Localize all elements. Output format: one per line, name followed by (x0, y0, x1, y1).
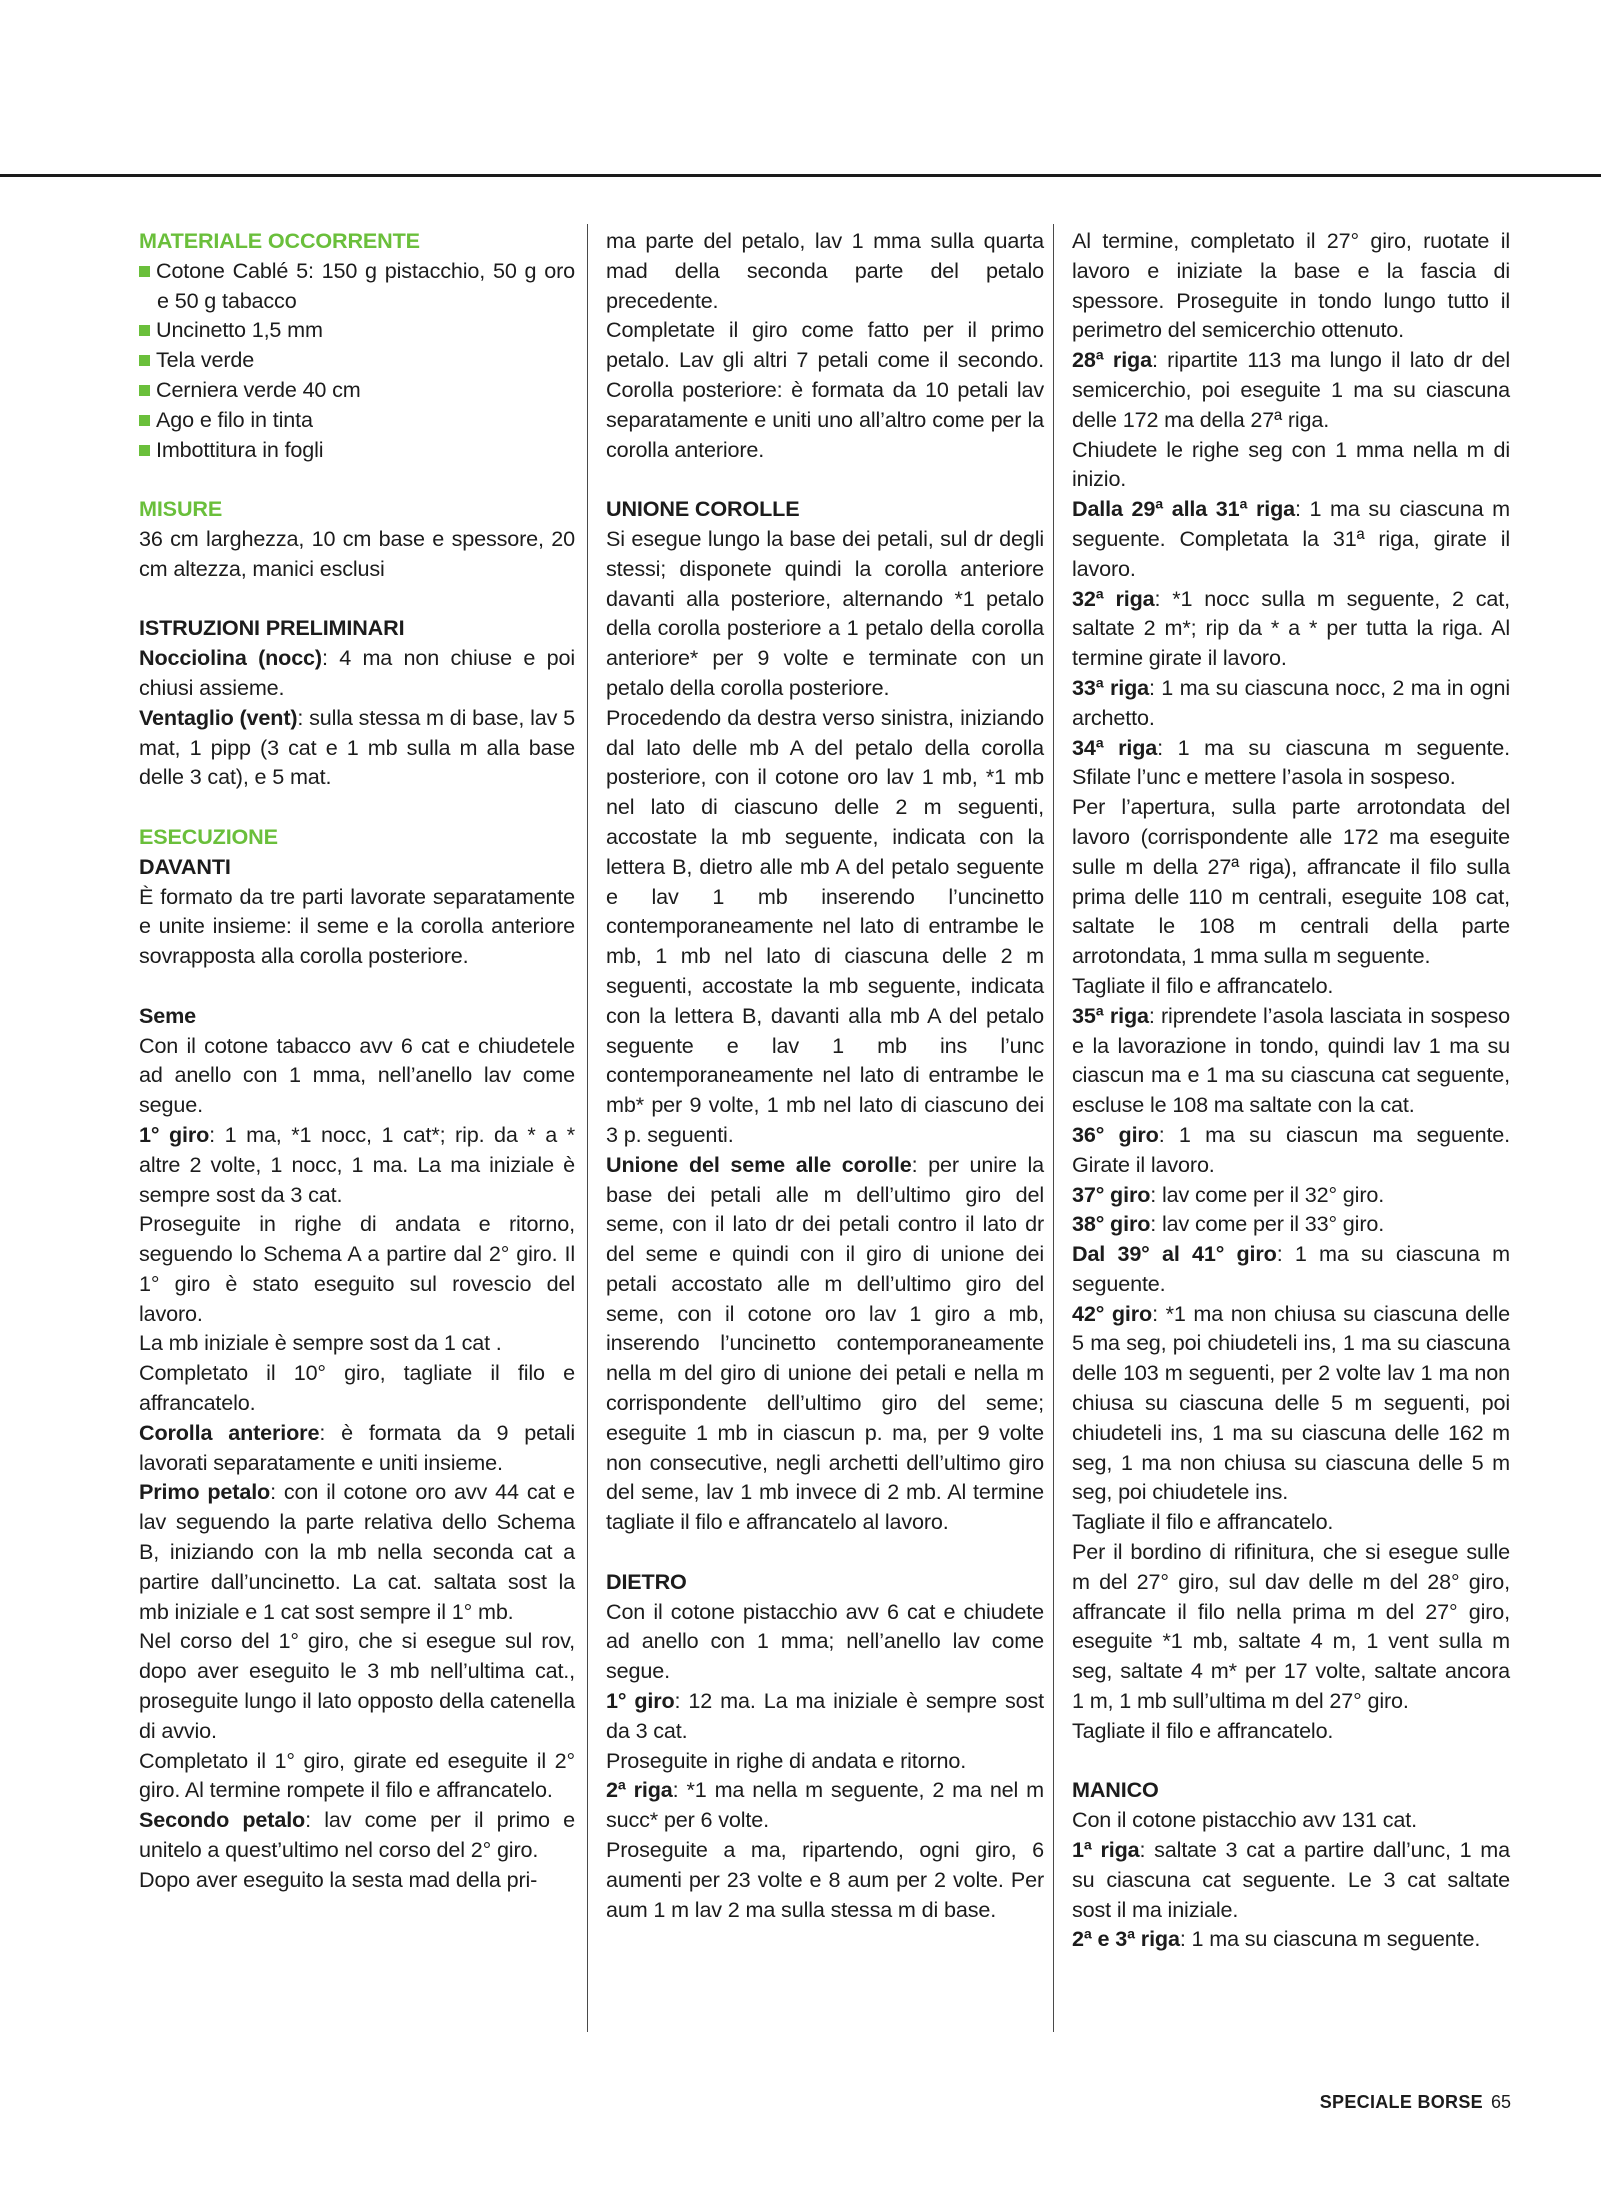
materiale-item: Cerniera verde 40 cm (139, 375, 575, 405)
riga32-paragraph: 32ª riga: *1 nocc sulla m seguente, 2 cat, saltate 2 m*; rip da * a * per tutta la riga. Al termine girate il lavoro. (1072, 585, 1510, 671)
istruzioni-heading: ISTRUZIONI PRELIMINARI (139, 615, 405, 641)
manico-riga1-paragraph: 1ª riga: saltate 3 cat a partire dall’unc, 1 ma su ciascuna cat seguente. Le 3 cat saltate sost il ma iniziale. (1072, 1837, 1510, 1922)
bullet-square-icon (139, 325, 150, 336)
materiale-item: Tela verde (139, 345, 575, 375)
riga28-paragraph: 28ª riga: ripartite 113 ma lungo il lato dr del semicerchio, poi eseguite 1 ma su ciascuna delle 172 ma della 27ª riga. (1072, 347, 1510, 432)
column-1 (139, 226, 575, 1895)
misure-text: 36 cm larghezza, 10 cm base e spessore, 20 cm altezza, manici esclusi (139, 525, 575, 581)
manico-heading: MANICO (1072, 1777, 1159, 1803)
giro38-paragraph: 38° giro: lav come per il 33° giro. (1072, 1211, 1385, 1237)
continuation-paragraph: ma parte del petalo, lav 1 mma sulla quarta mad della seconda parte del petalo precedente. (606, 228, 1044, 313)
giro1-paragraph: 1° giro: 1 ma, *1 nocc, 1 cat*; rip. da * a * altre 2 volte, 1 nocc, 1 ma. La ma iniziale è sempre sost da 3 cat. (139, 1121, 575, 1207)
tagliate3-paragraph: Tagliate il filo e affrancatelo. (1072, 1717, 1334, 1743)
giro39-41-paragraph: Dal 39° al 41° giro: 1 ma su ciascuna m seguente. (1072, 1241, 1510, 1296)
riga34-paragraph: 34ª riga: 1 ma su ciascuna m seguente. Sfilate l’unc e mettere l’asola in sospeso. (1072, 734, 1511, 790)
nocc-paragraph: Nocciolina (nocc): 4 ma non chiuse e poi chiusi assieme. (139, 645, 575, 700)
dietro-heading: DIETRO (606, 1568, 687, 1594)
bullet-square-icon (139, 385, 150, 396)
column-2 (606, 226, 1044, 1924)
seme-heading: Seme (139, 1002, 197, 1028)
corolla-paragraph: Corolla anteriore: è formata da 9 petali lavorati separatamente e uniti insieme. (139, 1419, 575, 1475)
bullet-square-icon (139, 355, 150, 366)
procedendo-paragraph: Procedendo da destra verso sinistra, iniziando dal lato delle mb A del petalo della corolla posteriore, con il cotone oro lav 1 mb, *1 mb nel lato di ciascuno delle 2 m seguenti, accostate la mb seguente, indicata con la lettera B, dietro alle mb A del petalo seguente e lav 1 mb inserendo l’uncinetto contemporaneamente nel lato di entrambe le mb, 1 mb nel lato di ciascuna delle 2 m seguenti, accostate la mb seguente, indicata con la lettera B, davanti alla mb A del petalo seguente e lav 1 mb ins l’unc contemporaneamente nel lato di entrambe le mb* per 9 volte, 1 mb nel lato di ciascuno dei 3 p. seguenti. (606, 704, 1044, 1147)
materiale-item: Imbottitura in fogli (139, 435, 575, 465)
bullet-square-icon (139, 266, 150, 277)
bullet-square-icon (139, 445, 150, 456)
seme-text: Con il cotone tabacco avv 6 cat e chiudetele ad anello con 1 mma, nell’anello lav come segue. (139, 1032, 575, 1118)
termine-paragraph: Al termine, completato il 27° giro, ruotate il lavoro e iniziate la base e la fascia di spessore. Proseguite in tondo lungo tutto il perimetro del semicerchio ottenuto. (1072, 228, 1510, 343)
apertura-paragraph: Per l’apertura, sulla parte arrotondata del lavoro (corrispondente alle 172 ma eseguite sulle m della 27ª riga), affrancate il filo sulla prima delle 110 m centrali, eseguite 108 cat, saltate le 108 m centrali della parte arrotondata, 1 mma sulla m seguente. (1072, 794, 1510, 969)
materiale-item: Uncinetto 1,5 mm (139, 315, 575, 345)
giro37-paragraph: 37° giro: lav come per il 32° giro. (1072, 1181, 1385, 1207)
riga33-paragraph: 33ª riga: 1 ma su ciascuna nocc, 2 ma in ogni archetto. (1072, 674, 1510, 730)
materiale-heading: MATERIALE OCCORRENTE (139, 228, 420, 253)
unione-corolle-heading: UNIONE COROLLE (606, 496, 800, 522)
materiale-item: Ago e filo in tinta (139, 405, 575, 435)
dietro-giro1-paragraph: 1° giro: 12 ma. La ma iniziale è sempre sost da 3 cat. (606, 1688, 1044, 1743)
riga35-paragraph: 35ª riga: riprendete l’asola lasciata in sospeso e la lavorazione in tondo, quindi lav 1 ma su ciascun ma e 1 ma su ciascuna cat seguente, escluse le 108 ma saltate con la cat. (1072, 1002, 1510, 1118)
footer-label: SPECIALE BORSE (1319, 2092, 1483, 2112)
column-divider-1 (587, 224, 588, 2032)
riga29-31-paragraph: Dalla 29ª alla 31ª riga: 1 ma su ciascuna m seguente. Completata la 31ª riga, girate il lavoro. (1072, 496, 1510, 581)
manico-paragraph: Con il cotone pistacchio avv 131 cat. (1072, 1807, 1417, 1833)
dietro-paragraph: Con il cotone pistacchio avv 6 cat e chiudete ad anello con 1 mma; nell’anello lav come segue. (606, 1598, 1044, 1684)
vent-paragraph: Ventaglio (vent): sulla stessa m di base, lav 5 mat, 1 pipp (3 cat e 1 mb sulla m alla base delle 3 cat), e 5 mat. (139, 704, 575, 790)
manico-riga2-3-paragraph: 2ª e 3ª riga: 1 ma su ciascuna m seguente. (1072, 1926, 1481, 1952)
completato1-paragraph: Completato il 1° giro, girate ed eseguite il 2° giro. Al termine rompete il filo e affrancatelo. (139, 1747, 575, 1803)
dopo-paragraph: Dopo aver eseguito la sesta mad della pri- (139, 1866, 538, 1892)
column-divider-2 (1053, 224, 1054, 2032)
righe-paragraph: Proseguite in righe di andata e ritorno, seguendo lo Schema A a partire dal 2° giro. Il 1° giro è stato eseguito sul rovescio del lavoro. (139, 1211, 575, 1326)
chiudete-paragraph: Chiudete le righe seg con 1 mma nella m di inizio. (1072, 436, 1510, 492)
column-3 (1072, 226, 1510, 1954)
mb-iniziale-paragraph: La mb iniziale è sempre sost da 1 cat . (139, 1330, 502, 1356)
bordino-paragraph: Per il bordino di rifinitura, che si esegue sulle m del 27° giro, sul dav delle m del 28° giro, affrancate il filo nella prima m del 27° giro, eseguite *1 mb, saltate 4 m, 1 vent sulla m seg, saltate 4 m* per 17 volte, saltate ancora 1 m, 1 mb sull’ultima m del 27° giro. (1072, 1539, 1510, 1714)
unione-seme-paragraph: Unione del seme alle corolle: per unire la base dei petali alle m dell’ultimo giro del seme, con il lato dr dei petali contro il lato dr del seme e quindi con il giro di unione dei petali accostato alle m dell’ultimo giro del seme, con il cotone oro lav 1 giro a mb, inserendo l’uncinetto contemporaneamente nella m del giro di unione dei petali e nella m corrispondente dell’ultimo giro del seme; eseguite 1 mb in ciascun p. ma, per 9 volte non consecutive, negli archetti dell’ultimo giro del seme, lav 1 mb invece di 2 mb. Al termine tagliate il filo e affrancatelo al lavoro. (606, 1151, 1044, 1535)
dietro-riga2-paragraph: 2ª riga: *1 ma nella m seguente, 2 ma nel m succ* per 6 volte. (606, 1777, 1044, 1833)
primo-petalo-paragraph: Primo petalo: con il cotone oro avv 44 cat e lav seguendo la parte relativa dello Schema B, iniziando con la mb nella seconda cat a partire dall’uncinetto. La cat. saltata sost la mb iniziale e 1 cat sost sempre il 1° mb. (139, 1479, 575, 1624)
bullet-square-icon (139, 415, 150, 426)
tagliate1-paragraph: Tagliate il filo e affrancatelo. (1072, 972, 1334, 998)
completato10-paragraph: Completato il 10° giro, tagliate il filo e affrancatelo. (139, 1360, 575, 1416)
giro36-paragraph: 36° giro: 1 ma su ciascun ma seguente. Girate il lavoro. (1072, 1121, 1511, 1177)
materiale-item: Cotone Cablé 5: 150 g pistacchio, 50 g oro e 50 g tabacco (139, 256, 575, 316)
misure-heading: MISURE (139, 496, 223, 522)
unione-paragraph: Si esegue lungo la base dei petali, sul dr degli stessi; disponete quindi la corolla anteriore davanti alla posteriore, alternando *1 petalo della corolla posteriore a 1 petalo della corolla anteriore* per 9 volte e terminate con un petalo della corolla posteriore. (606, 525, 1044, 700)
esecuzione-heading: ESECUZIONE (139, 823, 278, 849)
page-footer (1320, 2092, 1511, 2113)
completate-paragraph: Completate il giro come fatto per il primo petalo. Lav gli altri 7 petali come il secondo. Corolla posteriore: è formata da 10 petali lav separatamente e uniti uno all’altro come per la corolla anteriore. (606, 317, 1044, 462)
top-rule (0, 174, 1601, 177)
davanti-heading: DAVANTI (139, 853, 231, 879)
tagliate2-paragraph: Tagliate il filo e affrancatelo. (1072, 1509, 1334, 1535)
page-number: 65 (1490, 2092, 1511, 2112)
davanti-text: È formato da tre parti lavorate separatamente e unite insieme: il seme e la corolla anteriore sovrapposta alla corolla posteriore. (139, 883, 575, 969)
aumenti-paragraph: Proseguite a ma, ripartendo, ogni giro, 6 aumenti per 23 volte e 8 aum per 2 volte. Per aum 1 m lav 2 ma sulla stessa m di base. (606, 1837, 1044, 1922)
corso-paragraph: Nel corso del 1° giro, che si esegue sul rov, dopo aver eseguito le 3 mb nell’ultima cat., proseguite lungo il lato opposto della catenella di avvio. (139, 1628, 575, 1743)
secondo-petalo-paragraph: Secondo petalo: lav come per il primo e unitelo a quest’ultimo nel corso del 2° giro. (139, 1807, 575, 1863)
giro42-paragraph: 42° giro: *1 ma non chiusa su ciascuna delle 5 ma seg, poi chiudeteli ins, 1 ma su ciascuna delle 103 m seguenti, per 2 volte lav 1 ma non chiusa su ciascuna delle 5 m seguenti, poi chiudeteli ins, 1 ma su ciascuna delle 162 m seg, 1 ma non chiusa su ciascuna delle 5 m seg, poi chiudetele ins. (1072, 1300, 1510, 1505)
proseguite-paragraph: Proseguite in righe di andata e ritorno. (606, 1747, 967, 1773)
